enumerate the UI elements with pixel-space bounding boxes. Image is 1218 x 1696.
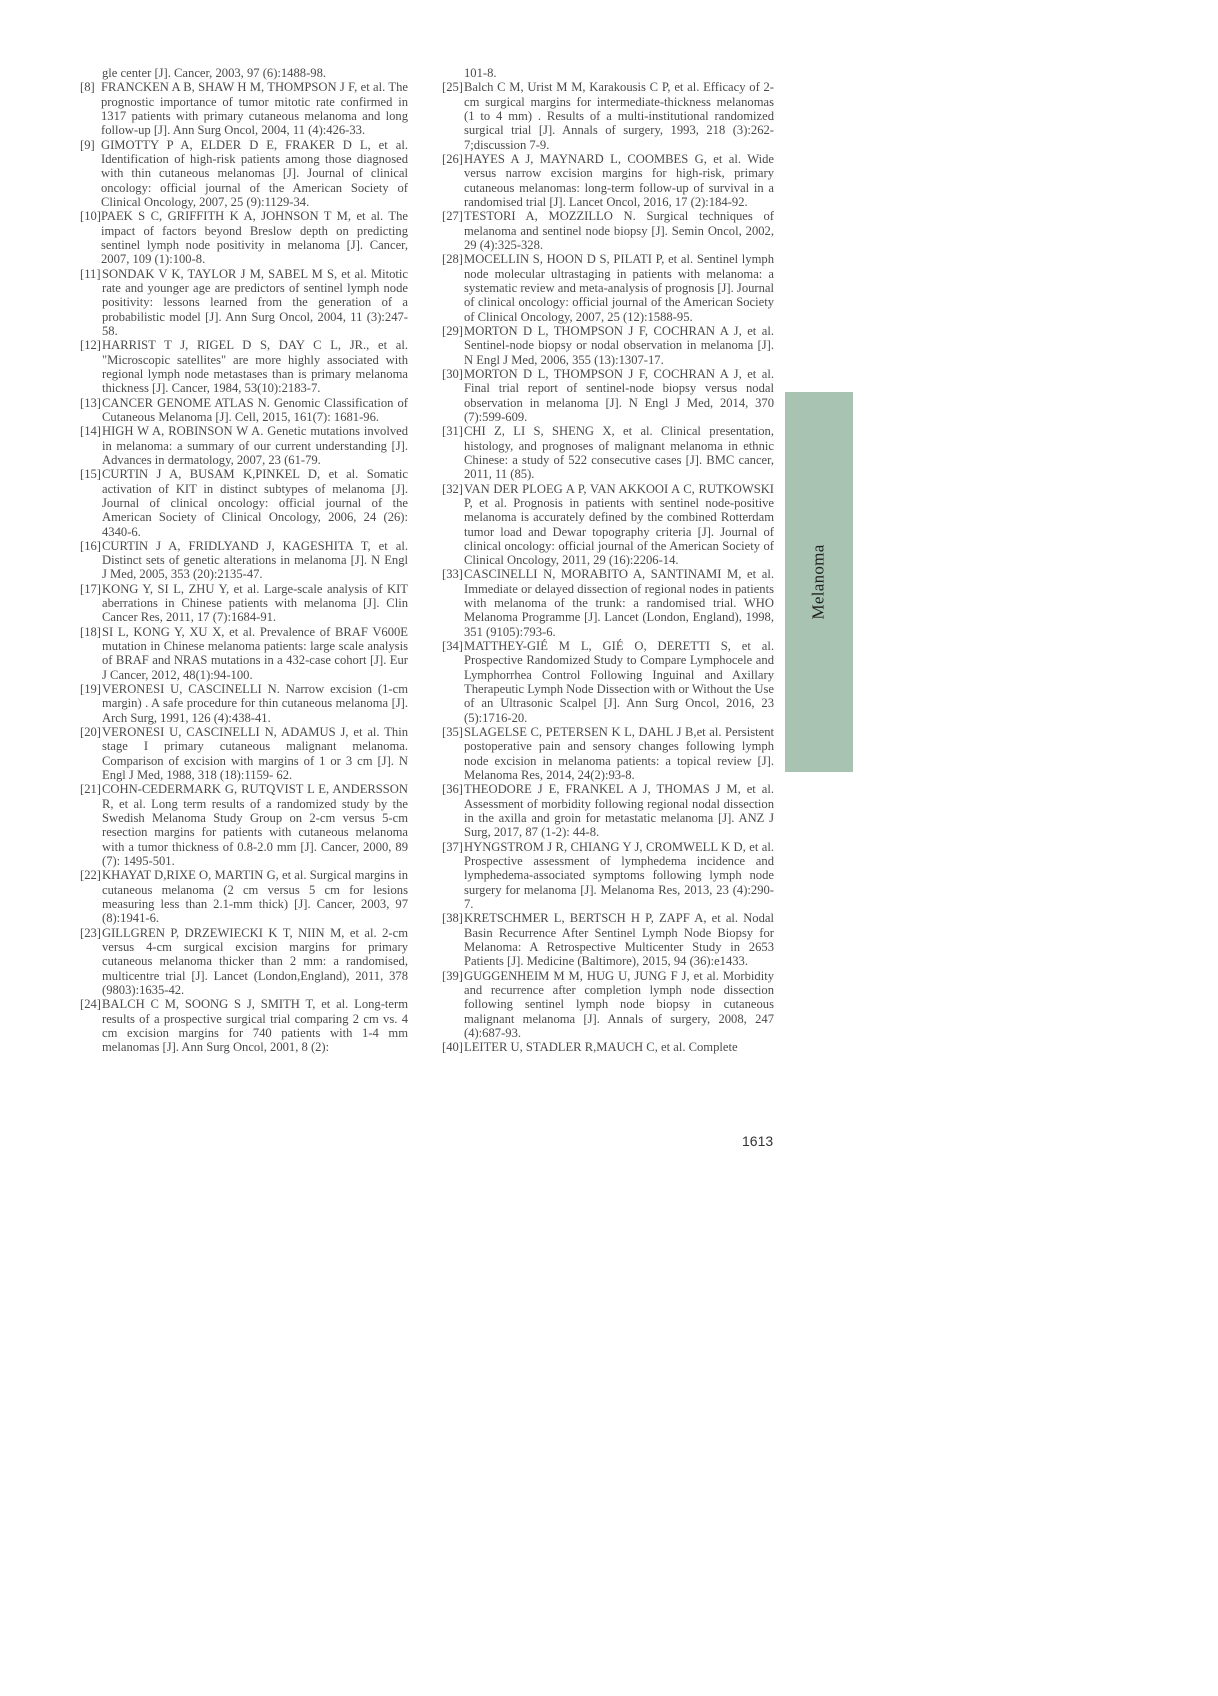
reference-text: CURTIN J A, BUSAM K,PINKEL D, et al. Somatic activation of KIT in distinct subtypes of melanoma [J]. Journal of clinical oncology: official journal of the American Society of Clinical Oncology, 2006, 24 (26): 4340-6.	[102, 467, 408, 539]
reference-item	[442, 324, 774, 367]
reference-item	[442, 567, 774, 639]
reference-item	[442, 209, 774, 252]
reference-number: [34]	[442, 639, 463, 654]
reference-text: CANCER GENOME ATLAS N. Genomic Classification of Cutaneous Melanoma [J]. Cell, 2015, 161(7): 1681-96.	[102, 395, 408, 424]
reference-item	[442, 482, 774, 568]
reference-text: HAYES A J, MAYNARD L, COOMBES G, et al. Wide versus narrow excision margins for high-risk, primary cutaneous melanomas: long-term follow-up of survival in a randomised trial [J]. Lancet Oncol, 2016, 17 (2):184-92.	[464, 151, 774, 209]
reference-text: KHAYAT D,RIXE O, MARTIN G, et al. Surgical margins in cutaneous melanoma (2 cm versus 5 cm for lesions measuring less than 2.1-mm thick) [J]. Cancer, 2003, 97 (8):1941-6.	[102, 868, 408, 926]
reference-number: [18]	[80, 624, 101, 639]
reference-item	[80, 80, 408, 137]
reference-text: TESTORI A, MOZZILLO N. Surgical techniques of melanoma and sentinel node biopsy [J]. Semin Oncol, 2002, 29 (4):325-328.	[464, 209, 774, 252]
reference-text: MATTHEY-GIÉ M L, GIÉ O, DERETTI S, et al. Prospective Randomized Study to Compare Lymphocele and Lymphorrhea Control Following Inguinal and Axillary Therapeutic Lymph Node Dissection with or Without the Use of an Ultrasonic Scalpel [J]. Ann Surg Oncol, 2016, 23 (5):1716-20.	[464, 639, 774, 725]
reference-item	[80, 138, 408, 210]
reference-item	[442, 725, 774, 782]
reference-number: [26]	[442, 151, 463, 166]
reference-column-left	[80, 66, 408, 1055]
reference-number: [13]	[80, 395, 101, 410]
reference-text: VERONESI U, CASCINELLI N. Narrow excision (1-cm margin) . A safe procedure for thin cutaneous melanoma [J]. Arch Surg, 1991, 126 (4):438-41.	[102, 682, 408, 725]
reference-text: BALCH C M, SOONG S J, SMITH T, et al. Long-term results of a prospective surgical trial comparing 2 cm vs. 4 cm excision margins for 740 patients with 1-4 mm melanomas [J]. Ann Surg Oncol, 2001, 8 (2):	[102, 997, 408, 1055]
reference-number: [21]	[80, 782, 101, 797]
reference-item	[80, 338, 408, 395]
reference-number: [35]	[442, 725, 463, 740]
reference-number: [17]	[80, 581, 101, 596]
reference-item	[80, 267, 408, 339]
reference-number: [29]	[442, 323, 463, 338]
reference-text: THEODORE J E, FRANKEL A J, THOMAS J M, et al. Assessment of morbidity following regional nodal dissection in the axilla and groin for metastatic melanoma [J]. ANZ J Surg, 2017, 87 (1-2): 44-8.	[464, 782, 774, 840]
reference-text: CASCINELLI N, MORABITO A, SANTINAMI M, et al. Immediate or delayed dissection of regional nodes in patients with melanoma of the trunk: a randomised trial. WHO Melanoma Programme [J]. Lancet (London, England), 1998, 351 (9105):793-6.	[464, 567, 774, 639]
reference-item	[80, 782, 408, 868]
reference-number: [19]	[80, 682, 101, 697]
reference-continuation: 101-8.	[464, 66, 497, 80]
reference-item	[442, 782, 774, 839]
reference-text: VERONESI U, CASCINELLI N, ADAMUS J, et al. Thin stage I primary cutaneous malignant melanoma. Comparison of excision with margins of 1 or 3 cm [J]. N Engl J Med, 1988, 318 (18):1159- 62.	[102, 725, 408, 783]
reference-item	[80, 582, 408, 625]
reference-number: [11]	[80, 266, 101, 281]
reference-item	[442, 911, 774, 968]
reference-number: [23]	[80, 925, 101, 940]
reference-number: [40]	[442, 1040, 463, 1055]
reference-text: LEITER U, STADLER R,MAUCH C, et al. Complete	[464, 1040, 738, 1055]
reference-number: [20]	[80, 725, 101, 740]
reference-item	[442, 969, 774, 1041]
reference-number: [15]	[80, 467, 101, 482]
reference-text: CHI Z, LI S, SHENG X, et al. Clinical presentation, histology, and prognoses of malignant melanoma in ethnic Chinese: a study of 522 consecutive cases [J]. BMC cancer, 2011, 11 (85).	[464, 424, 774, 482]
reference-item	[442, 367, 774, 424]
reference-text: Balch C M, Urist M M, Karakousis C P, et al. Efficacy of 2-cm surgical margins for intermediate-thickness melanomas (1 to 4 mm) . Results of a multi-institutional randomized surgical trial [J]. Annals of surgery, 1993, 218 (3):262-7;discussion 7-9.	[464, 80, 774, 152]
reference-text: GUGGENHEIM M M, HUG U, JUNG F J, et al. Morbidity and recurrence after completion lymph node dissection following sentinel lymph node biopsy in cutaneous malignant melanoma [J]. Annals of surgery, 2008, 247 (4):687-93.	[464, 968, 774, 1040]
section-side-tab	[785, 392, 853, 772]
reference-item	[80, 682, 408, 725]
reference-item	[80, 209, 408, 266]
reference-item	[442, 252, 774, 324]
reference-text: MORTON D L, THOMPSON J F, COCHRAN A J, et al. Final trial report of sentinel-node biopsy versus nodal observation in melanoma [J]. N Engl J Med, 2014, 370 (7):599-609.	[464, 366, 774, 424]
reference-text: VAN DER PLOEG A P, VAN AKKOOI A C, RUTKOWSKI P, et al. Prognosis in patients with sentinel node-positive melanoma is accurately defined by the combined Rotterdam tumor load and Dewar topography criteria [J]. Journal of clinical oncology: official journal of the American Society of Clinical Oncology, 2011, 29 (16):2206-14.	[464, 481, 774, 568]
reference-item	[442, 152, 774, 209]
reference-item	[80, 868, 408, 925]
reference-text: MOCELLIN S, HOON D S, PILATI P, et al. Sentinel lymph node molecular ultrastaging in patients with melanoma: a systematic review and meta-analysis of prognosis [J]. Journal of clinical oncology: official journal of the American Society of Clinical Oncology, 2007, 25 (12):1588-95.	[464, 252, 774, 324]
reference-text: SONDAK V K, TAYLOR J M, SABEL M S, et al. Mitotic rate and younger age are predictors of sentinel lymph node positivity: lessons learned from the generation of a probabilistic model [J]. Ann Surg Oncol, 2004, 11 (3):247-58.	[102, 266, 408, 338]
reference-number: [22]	[80, 868, 101, 883]
reference-number: [39]	[442, 968, 463, 983]
reference-column-right	[442, 66, 774, 1055]
reference-item	[80, 424, 408, 467]
reference-number: [37]	[442, 839, 463, 854]
reference-continuation: gle center [J]. Cancer, 2003, 97 (6):1488-98.	[102, 66, 327, 80]
reference-text: KRETSCHMER L, BERTSCH H P, ZAPF A, et al. Nodal Basin Recurrence After Sentinel Lymph Node Biopsy for Melanoma: A Retrospective Multicenter Study in 2653 Patients [J]. Medicine (Baltimore), 2015, 94 (36):e1433.	[464, 911, 774, 969]
page-number: 1613	[742, 1133, 774, 1149]
reference-number: [27]	[442, 209, 463, 224]
reference-item	[80, 539, 408, 582]
reference-text: HYNGSTROM J R, CHIANG Y J, CROMWELL K D, et al. Prospective assessment of lymphedema incidence and lymphedema-associated symptoms following lymph node surgery for melanoma [J]. Melanoma Res, 2013, 23 (4):290-7.	[464, 839, 774, 912]
reference-text: KONG Y, SI L, ZHU Y, et al. Large-scale analysis of KIT aberrations in Chinese patients with melanoma [J]. Clin Cancer Res, 2011, 17 (7):1684-91.	[102, 581, 408, 625]
reference-item	[442, 424, 774, 481]
reference-item	[80, 725, 408, 782]
reference-text: SLAGELSE C, PETERSEN K L, DAHL J B,et al. Persistent postoperative pain and sensory changes following lymph node excision in melanoma patients: a topical review [J]. Melanoma Res, 2014, 24(2):93-8.	[464, 725, 774, 783]
reference-number: [31]	[442, 424, 463, 439]
reference-item	[80, 396, 408, 425]
reference-item	[442, 840, 774, 912]
reference-number: [36]	[442, 782, 463, 797]
reference-number: [32]	[442, 481, 463, 496]
reference-number: [9]	[80, 137, 95, 152]
reference-item	[442, 1040, 774, 1054]
section-side-tab-label: Melanoma	[809, 544, 829, 620]
reference-number: [25]	[442, 80, 463, 95]
reference-text: GILLGREN P, DRZEWIECKI K T, NIIN M, et al. 2-cm versus 4-cm surgical excision margins for primary cutaneous melanoma thicker than 2 mm: a randomised, multicentre trial [J]. Lancet (London,England), 2011, 378 (9803):1635-42.	[102, 925, 408, 997]
reference-number: [12]	[80, 338, 101, 353]
reference-text: PAEK S C, GRIFFITH K A, JOHNSON T M, et al. The impact of factors beyond Breslow depth on predicting sentinel lymph node positivity in melanoma [J]. Cancer, 2007, 109 (1):100-8.	[101, 209, 408, 267]
reference-number: [28]	[442, 252, 463, 267]
reference-number: [16]	[80, 538, 101, 553]
reference-number: [33]	[442, 567, 463, 582]
reference-text: MORTON D L, THOMPSON J F, COCHRAN A J, et al. Sentinel-node biopsy or nodal observation in melanoma [J]. N Engl J Med, 2006, 355 (13):1307-17.	[464, 323, 774, 367]
reference-number: [8]	[80, 80, 95, 95]
reference-item	[80, 926, 408, 998]
reference-item	[80, 997, 408, 1054]
reference-text: FRANCKEN A B, SHAW H M, THOMPSON J F, et al. The prognostic importance of tumor mitotic rate confirmed in 1317 patients with primary cutaneous melanoma and long follow-up [J]. Ann Surg Oncol, 2004, 11 (4):426-33.	[101, 80, 408, 138]
reference-number: [14]	[80, 424, 101, 439]
reference-number: [38]	[442, 911, 463, 926]
reference-list-left	[80, 80, 408, 1054]
reference-number: [24]	[80, 997, 101, 1012]
reference-number: [30]	[442, 366, 463, 381]
reference-number: [10]	[80, 209, 101, 224]
reference-item	[80, 625, 408, 682]
reference-item	[442, 80, 774, 152]
reference-text: HARRIST T J, RIGEL D S, DAY C L, JR., et al. "Microscopic satellites" are more highly associated with regional lymph node metastases than is primary melanoma thickness [J]. Cancer, 1984, 53(10):2183-7.	[102, 338, 408, 396]
reference-text: COHN-CEDERMARK G, RUTQVIST L E, ANDERSSON R, et al. Long term results of a randomized study by the Swedish Melanoma Study Group on 2-cm versus 5-cm resection margins for patients with cutaneous melanoma with a tumor thickness of 0.8-2.0 mm [J]. Cancer, 2000, 89 (7): 1495-501.	[102, 782, 408, 869]
reference-item	[442, 639, 774, 725]
reference-text: HIGH W A, ROBINSON W A. Genetic mutations involved in melanoma: a summary of our current understanding [J]. Advances in dermatology, 2007, 23 (61-79.	[102, 424, 408, 467]
reference-text: GIMOTTY P A, ELDER D E, FRAKER D L, et al. Identification of high-risk patients among those diagnosed with thin cutaneous melanomas [J]. Journal of clinical oncology: official journal of the American Society of Clinical Oncology, 2007, 25 (9):1129-34.	[101, 137, 408, 209]
reference-text: SI L, KONG Y, XU X, et al. Prevalence of BRAF V600E mutation in Chinese melanoma patients: large scale analysis of BRAF and NRAS mutations in a 432-case cohort [J]. Eur J Cancer, 2012, 48(1):94-100.	[102, 624, 408, 682]
reference-text: CURTIN J A, FRIDLYAND J, KAGESHITA T, et al. Distinct sets of genetic alterations in melanoma [J]. N Engl J Med, 2005, 353 (20):2135-47.	[102, 538, 408, 582]
reference-list-right	[442, 80, 774, 1054]
reference-item	[80, 467, 408, 539]
